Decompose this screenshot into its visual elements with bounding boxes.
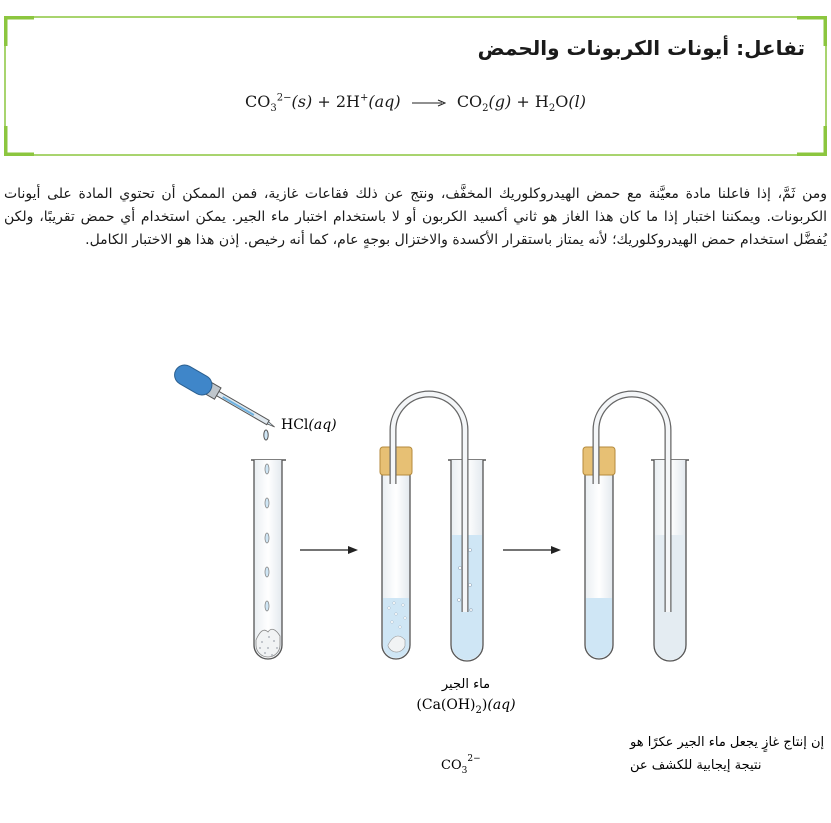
hcl-label: HCl(aq) bbox=[281, 417, 337, 433]
water-formula: H bbox=[534, 92, 549, 111]
caption-line-1: إن إنتاج غازٍ يجعل ماء الجير عكرًا هو bbox=[630, 735, 825, 750]
process-arrow-icon bbox=[300, 546, 358, 554]
caption-line-2: نتيجة إيجابية للكشف عن bbox=[630, 758, 762, 773]
acid-drop-icon bbox=[264, 430, 268, 440]
carbonate-formula: CO bbox=[245, 92, 271, 111]
limewater-test-diagram bbox=[0, 330, 831, 823]
hydrogen-ion: H bbox=[346, 92, 360, 111]
carbonate-solid bbox=[256, 629, 280, 657]
reaction-box bbox=[4, 16, 827, 156]
apparatus-during-reaction bbox=[380, 394, 486, 661]
limewater-label: ماء الجير bbox=[441, 677, 491, 692]
reaction-title: تفاعل: أيونات الكربونات والحمض bbox=[477, 36, 805, 60]
caption-ion: $CO_3^{2-}$ bbox=[441, 754, 481, 776]
process-arrow-icon bbox=[503, 546, 561, 554]
reaction-arrow-icon bbox=[412, 99, 446, 107]
apparatus-after-reaction bbox=[583, 394, 689, 661]
explanation-paragraph: ومن ثَمَّ، إذا فاعلنا مادة معيَّنة مع حمض الهيدروكلوريك المخفَّف، ونتج عن ذلك فقاعات غازية، فمن الممكن أن تحتوي المادة على أيونات الكربونات. ويمكننا اختبار إذا ما كان هذا الغاز هو ثاني أكسيد الكربون أو لا باستخدام اختبار ماء الجير. يمكن استخدام أي حمض تقريبًا، ولكن يُفضَّل استخدام حمض الهيدروكلوريك؛ لأنه يمتاز باستقرار الأكسدة والاختزال بوجهٍ عام، كما أنه رخيص. إذن هذا هو الاختبار الكامل. bbox=[4, 186, 827, 248]
limewater-formula: $(Ca(OH)_2)(aq)$ bbox=[416, 697, 516, 716]
carbon-dioxide-formula: CO bbox=[456, 92, 483, 111]
test-tube-carbonate bbox=[251, 460, 286, 659]
dropper-icon bbox=[171, 361, 280, 440]
reaction-equation: $CO_3^{2-}(s) + 2H^+(aq) CO_2(g) + H_2O(l)$ bbox=[245, 92, 586, 115]
